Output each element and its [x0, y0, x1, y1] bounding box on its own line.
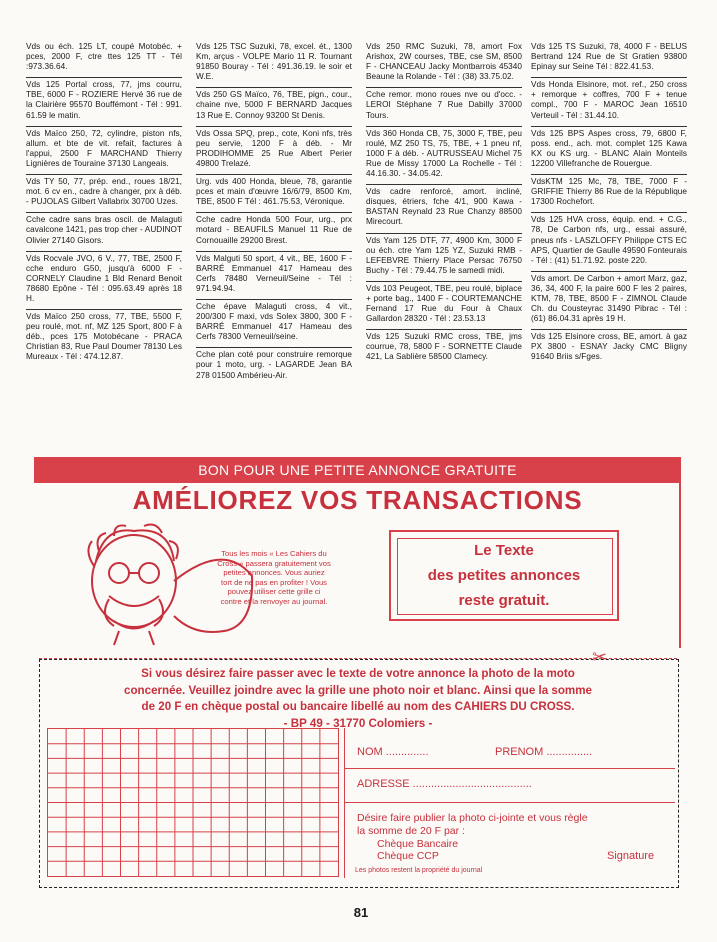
classified-ad: Cche remor. mono roues nve ou d'occ. - LEROI Stéphane 7 Rue Dabilly 37000 Tours.	[366, 88, 522, 126]
classified-ad: Cche cadre sans bras oscil. de Malaguti cavalcone 1421, pas trop cher - AUDINOT Olivier 27140 Gisors.	[26, 213, 182, 251]
classified-ad: Urg. vds 400 Honda, bleue, 78, garantie pces et main d'œuvre 16/6/79, 8500 Km, TBE, 8500 F Tél : 461.75.53, Véronique.	[196, 175, 352, 213]
coupon-headline: AMÉLIOREZ VOS TRANSACTIONS	[132, 485, 583, 515]
column-1	[26, 40, 182, 368]
cut-line	[39, 658, 677, 659]
classified-ad: Vds Maïco 250 cross, 77, TBE, 5500 F, peu roulé, mot. nf, MZ 125 Sport, 800 F à déb., pces 175 Motobécane - PRACA Christian 83, Rue Paul Doumer 78130 Les Mureaux - Tél : 474.12.87.	[26, 312, 182, 362]
speech-bubble-text: Tous les mois « Les Cahiers du Cross » passera gratuitement vos petites annonces. Vous auriez tort de ne pas en profiter ! Vous pouvez utiliser cette grille ci contre et la renvoyer au journal.	[217, 549, 331, 606]
classified-ad: Vds cadre renforcé, amort. incliné, disques, étriers, fche 4/1, 900 Kawa - BASTAN Reynald 23 Rue Chanzy 88500 Mirecourt.	[366, 185, 522, 233]
ad-text-grid[interactable]	[47, 728, 339, 877]
classified-ad: Vds Maïco 250, 72, cylindre, piston nfs, allum. et bte de vit. refait, factures à l'appui, 2500 F MARCHAND Thierry Lignières de Touraine 37130 Langeais.	[26, 127, 182, 175]
column-4	[531, 40, 687, 368]
classified-ad: Vds amort. De Carbon + amort Marz, gaz, 36, 34, 400 F, la paire 600 F les 2 paires, KTM, 78, TBE, 8500 F - ZIMNOL Claude Ch. du Cousteyrac 31490 Pibrac - Tél : (61) 86.04.31 après 19 H.	[531, 272, 687, 330]
classified-ad: Vds TY 50, 77, prép. end., roues 18/21, mot. 6 cv en., cadre à changer, prx à déb. - PUJOLAS Gilbert Vallabrix 30700 Uzes.	[26, 175, 182, 213]
sender-form	[344, 728, 675, 878]
classified-ad: Vds 103 Peugeot, TBE, peu roulé, biplace + porte bag., 1400 F - COURTEMANCHE Fernand 17 Rue du Four à Chaux Gallardon 28320 - Tél : 23.53.13	[366, 282, 522, 330]
nom-field[interactable]: NOM ..............	[357, 746, 429, 758]
classified-ad: VdsKTM 125 Mc, 78, TBE, 7000 F - GRIFFIE Thierry 86 Rue de la République 17300 Rochefort.	[531, 175, 687, 213]
free-ad-coupon	[34, 457, 681, 888]
classified-ad: Cche épave Malaguti cross, 4 vit., 200/300 F maxi, vds Solex 3800, 300 F - BARRÉ Emmanuel 417 Hameau des Cerfs 78300 Verneuil/seine.	[196, 300, 352, 348]
payment-request: Désire faire publier la photo ci-jointe et vous règle la somme de 20 F par :	[357, 812, 588, 837]
column-3	[366, 40, 522, 368]
column-2	[196, 40, 352, 386]
classified-ad: Vds 125 TS Suzuki, 78, 4000 F - BELUS Bertrand 124 Rue de St Gratien 93800 Epinay sur Seine Tél : 822.41.53.	[531, 40, 687, 78]
page-number: 81	[353, 905, 369, 920]
signature-label[interactable]: Signature	[607, 850, 655, 862]
classified-ad: Vds Honda Elsinore, mot. ref., 250 cross + remorque + coffres, 700 F + tenue compl., 700 F - MAROC Jean 16510 Verteuil - Tél : 31.44.10.	[531, 78, 687, 126]
classified-ad: Vds 125 TSC Suzuki, 78, excel. ét., 1300 Km, arçus - VOLPE Mario 11 R. Tournant 91850 Bouray - Tél : 491.36.19. le soir et W.E.	[196, 40, 352, 88]
classified-ad: Vds Ossa SPQ, prep., cote, Koni nfs, très peu servie, 1200 F à déb. - Mr PRODIHOMME 25 Rue Albert Perier 49800 Trelazé.	[196, 127, 352, 175]
classified-ad: Vds 125 HVA cross, équip. end. + C.G., 78, De Carbon nfs, urg., essai assuré, pneus nfs - LASZLOFFY Philippe CTS EC APS, Quartier de Gaulle 49590 Fonteurais - Tél : (41) 51.71.92. poste 220.	[531, 213, 687, 271]
photo-instructions: Si vous désirez faire passer avec le texte de votre annonce la photo de la moto concernée. Veuillez joindre avec la grille une photo noir et blanc. Ainsi que la somme de 20 F en chèque postal ou bancaire libellé au nom des CAHIERS DU CROSS. - BP 49 - 31770 Colomiers -	[124, 667, 592, 730]
form-divider	[345, 768, 675, 769]
classified-ad: Vds 125 Elsinore cross, BE, amort. à gaz PX 3800 - ESNAY Jacky CMC Bligny 91640 Briis s/Fges.	[531, 332, 687, 362]
classified-ad: Vds 125 Portal cross, 77, jms courru, TBE, 6000 F - ROZIERE Hervé 36 rue de la Clairière 95570 Bouffémont - Tél : 991. 61.59 le matin.	[26, 78, 182, 126]
classified-ad: Vds 250 RMC Suzuki, 78, amort Fox Arishox, 2W courses, TBE, cse SM, 8500 F - CHANCEAU Jacky Montbarrois 45340 Beaune la Rolande - Tél : (38) 33.75.02.	[366, 40, 522, 88]
classified-ad: Vds 250 GS Maïco, 76, TBE, pign., cour., chaine nve, 5000 F BERNARD Jacques 13 Rue E. Connoy 93200 St Denis.	[196, 88, 352, 126]
photo-footnote: Les photos restent la propriété du journal	[355, 867, 483, 874]
free-text-box	[389, 530, 619, 621]
coupon-banner: BON POUR UNE PETITE ANNONCE GRATUITE	[34, 457, 681, 483]
classified-ad: Vds ou éch. 125 LT, coupé Motobéc. + pces, 2000 F, ctre ttes 125 TT - Tél :973.36.64.	[26, 40, 182, 78]
classified-ad: Vds Rocvale JVO, 6 V., 77, TBE, 2500 F, cche enduro G50, jusqu'à 6000 F - CORNELY Claudine 1 Bld Renard Benoit 78680 Epône - Tél : 095.63.49 après 18 H.	[26, 252, 182, 310]
adresse-field[interactable]: ADRESSE .......................................	[357, 778, 532, 790]
scissors-icon: ✂	[592, 647, 608, 667]
classified-ad: Vds 125 BPS Aspes cross, 79, 6800 F, poss. end., ach. mot. complet 125 Kawa KX ou KS urg. - BLANC Alain Monteils 12200 Villefranche de Rouergue.	[531, 127, 687, 175]
classified-ad: Vds 360 Honda CB, 75, 3000 F, TBE, peu roulé, MZ 250 TS, 75, TBE, + 1 pneu nf, 1000 F à déb. - AUTRUSSEAU Michel 75 Rue de Missy 17000 La Rochelle - Tél : 44.16.30. - 34.05.42.	[366, 127, 522, 185]
payment-options: Chèque Bancaire Chèque CCP	[377, 838, 459, 862]
classified-ad: Vds 125 Suzuki RMC cross, TBE, jms courrue, 78, 5800 F - SORNETTE Claude 421, La Sablière 58500 Clamecy.	[366, 332, 522, 362]
free-text-message: Le Texte des petites annonces reste gratuit.	[427, 542, 581, 609]
classified-columns	[26, 40, 692, 452]
classified-ad: Cche plan coté pour construire remorque pour 1 moto, urg. - LAGARDE Jean BA 278 01500 Ambérieu-Air.	[196, 350, 352, 380]
prenom-field[interactable]: PRENOM ...............	[495, 746, 593, 758]
form-divider	[345, 802, 675, 803]
classified-ad: Cche cadre Honda 500 Four, urg., prx motard - BEAUFILS Manuel 11 Rue de Cornouaille 29200 Brest.	[196, 213, 352, 251]
classified-ad: Vds Malguti 50 sport, 4 vit., BE, 1600 F - BARRÉ Emmanuel 417 Hameau des Cerfs 78480 Verneuil/Seine - Tél : 971.94.94.	[196, 252, 352, 300]
classified-ad: Vds Yam 125 DTF, 77, 4900 Km, 3000 F ou éch. ctre Yam 125 YZ, Suzuki RMB - LEFEBVRE Thierry Place Persac 76750 Buchy - Tél : 79.44.75 le samedi midi.	[366, 234, 522, 282]
